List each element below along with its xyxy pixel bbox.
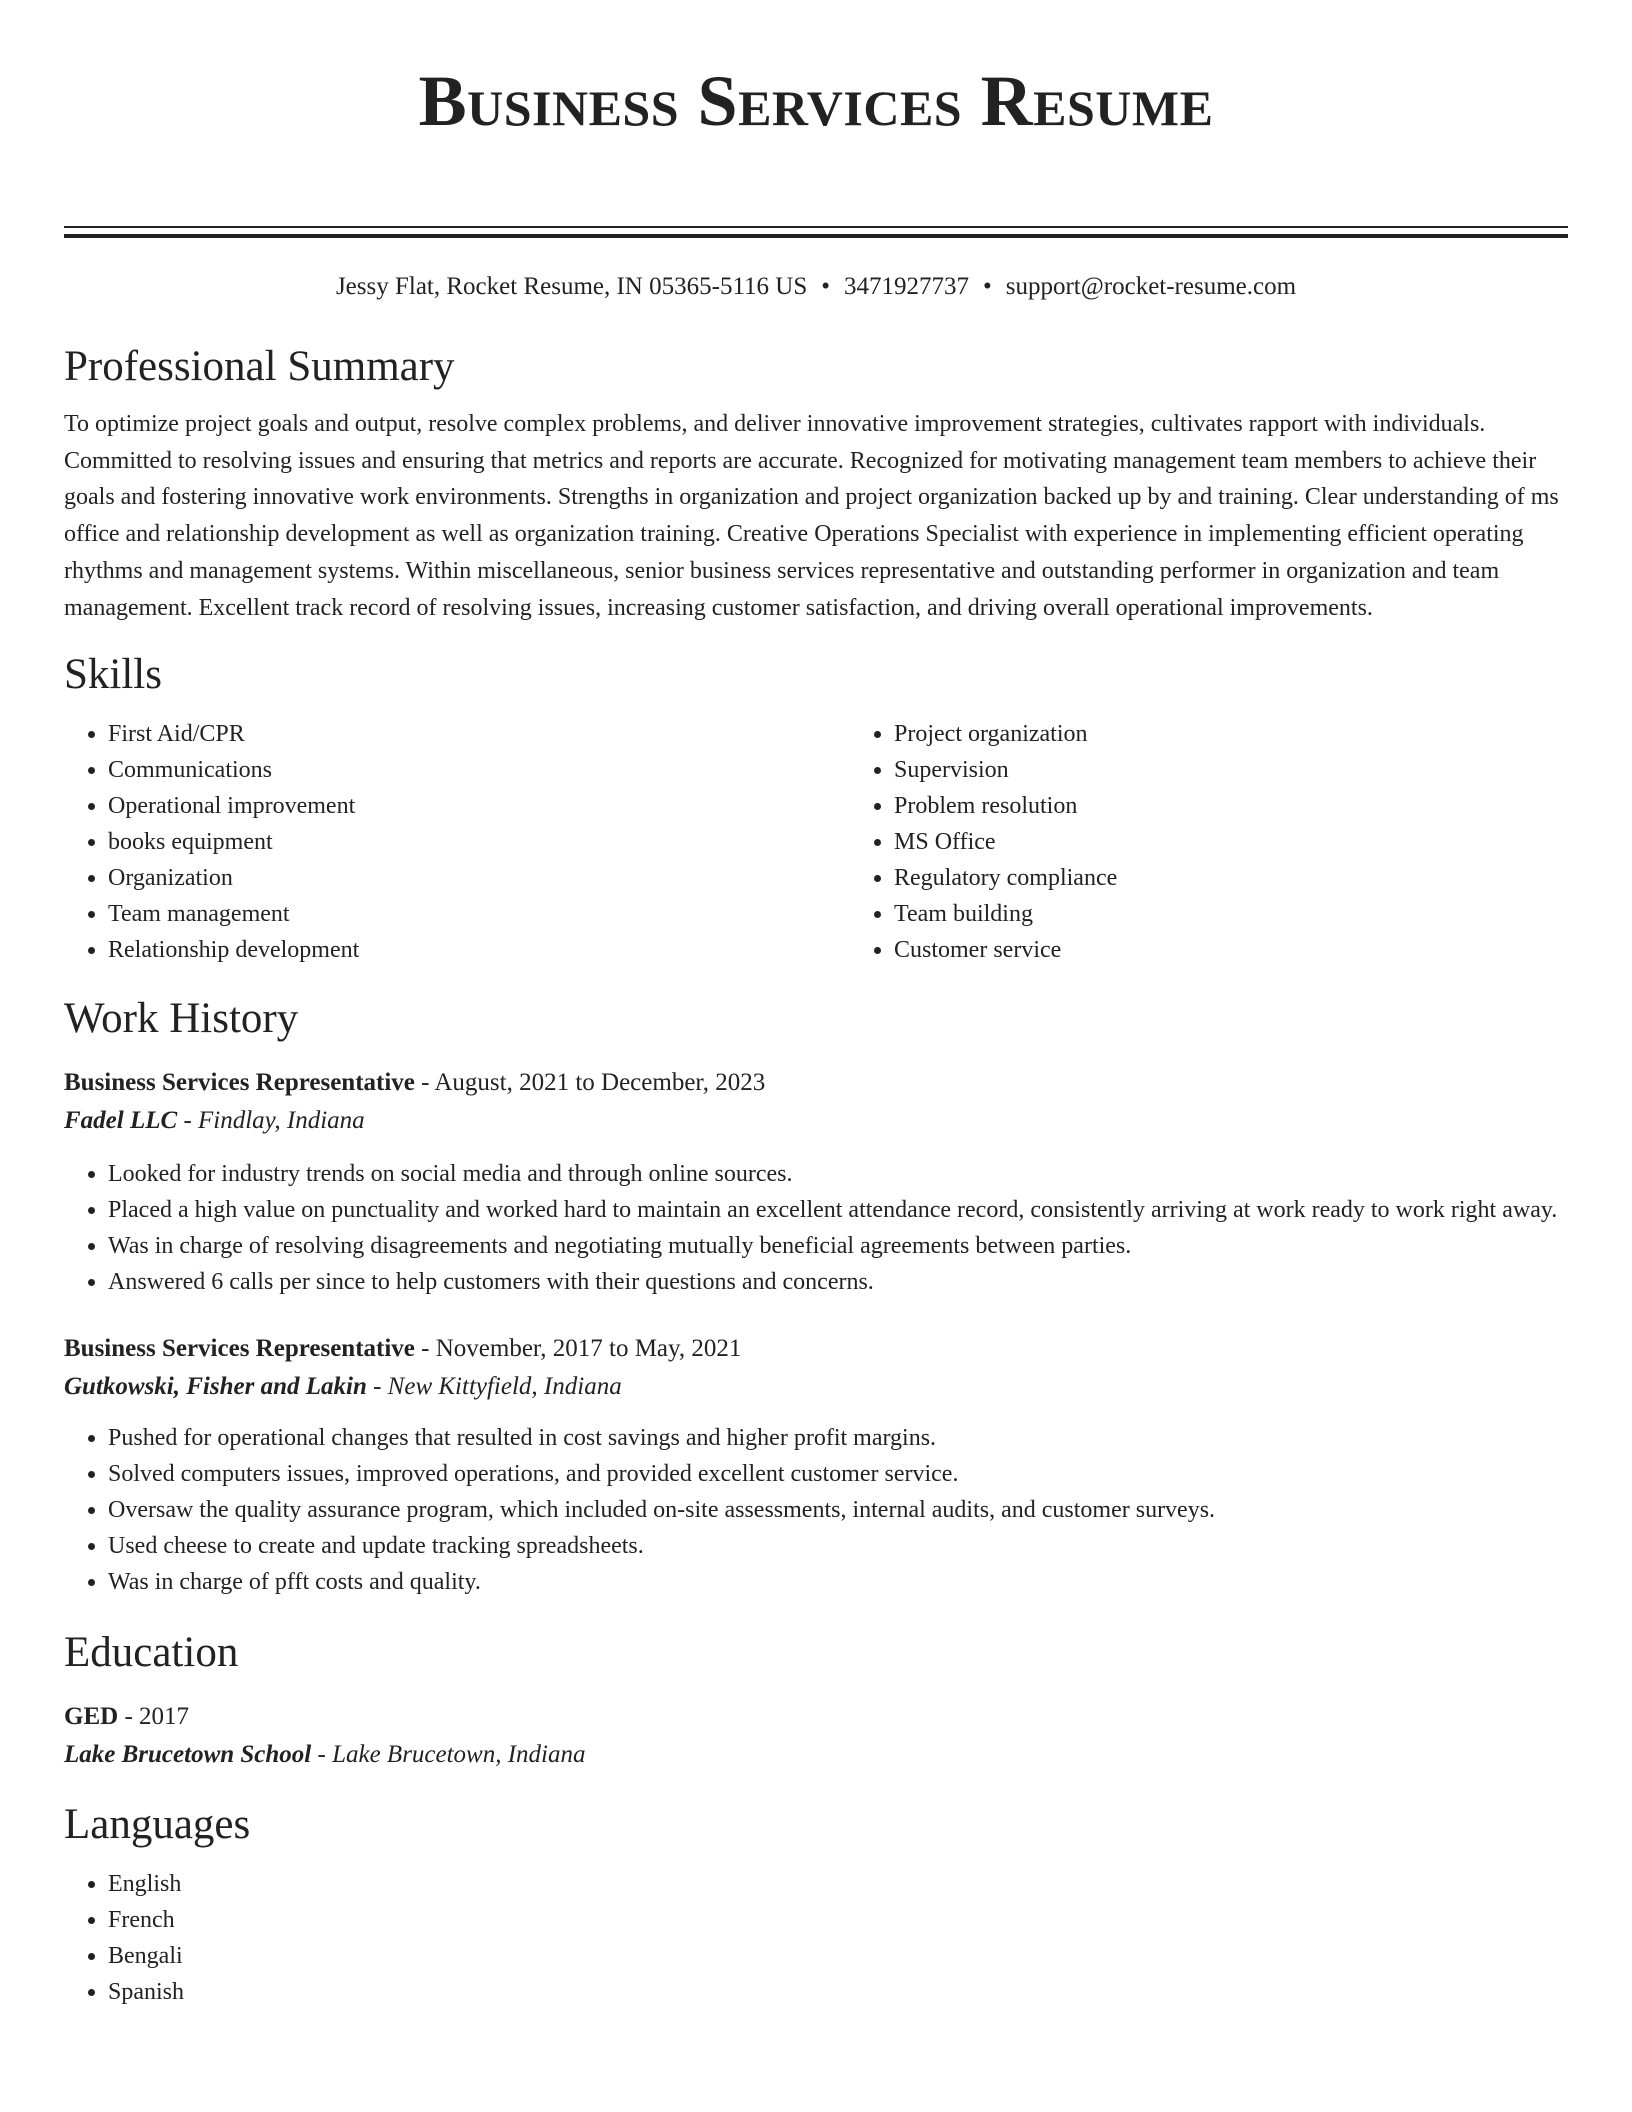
company-name: Fadel LLC (64, 1107, 178, 1135)
skill-item: • Relationship development (108, 932, 850, 968)
language-item: • Bengali (108, 1938, 1568, 1974)
job-title: Business Services Representative (64, 1069, 415, 1097)
contact-email: support@rocket-resume.com (1005, 273, 1297, 300)
skills-list-left (64, 716, 850, 968)
job-bullet: • Oversaw the quality assurance program, which included on-site assessments, internal audits, and customer surveys. (108, 1492, 1568, 1528)
skill-item: • Team management (108, 896, 850, 932)
job-bullets (64, 1156, 1568, 1300)
education-entry (64, 1698, 1568, 1774)
work-heading: Work History (64, 995, 299, 1043)
skill-item: • Regulatory compliance (894, 860, 1632, 896)
skill-item: • Problem resolution (894, 788, 1632, 824)
degree-line (64, 1698, 1568, 1736)
skill-item: • Team building (894, 896, 1632, 932)
skill-item: • Project organization (894, 716, 1632, 752)
summary-heading: Professional Summary (64, 343, 455, 390)
degree-year: - 2017 (118, 1703, 190, 1731)
title-rule-thick (64, 234, 1568, 238)
contact-separator: • (821, 273, 830, 300)
skill-item: • First Aid/CPR (108, 716, 850, 752)
skill-item: • Organization (108, 860, 850, 896)
job-bullet: • Was in charge of pfft costs and quality. (108, 1564, 1568, 1600)
job-title: Business Services Representative (64, 1335, 415, 1363)
company-line (64, 1102, 1568, 1140)
skill-item: • books equipment (108, 824, 850, 860)
job-dates: - August, 2021 to December, 2023 (414, 1069, 766, 1097)
title-rule-thin (64, 226, 1568, 228)
skills-columns (64, 716, 1568, 968)
school-name: Lake Brucetown School (64, 1741, 312, 1769)
contact-separator: • (982, 273, 992, 300)
language-item: • French (108, 1902, 1568, 1938)
school-line (64, 1736, 1568, 1774)
skill-item: • Supervision (894, 752, 1632, 788)
job-title-line (64, 1330, 1568, 1368)
job-entry (64, 1330, 1568, 1600)
skills-list-right (850, 716, 1632, 968)
languages-heading: Languages (64, 1801, 251, 1849)
contact-line (64, 272, 1568, 302)
language-item: • English (108, 1866, 1568, 1902)
skill-item: • Customer service (894, 932, 1632, 968)
degree: GED (64, 1703, 119, 1731)
summary-text: To optimize project goals and output, resolve complex problems, and deliver innovative improvement strategies, cultivates rapport with individuals. Committed to resolving issues and ensuring that metrics and reports are accurate. Recognized for motivating management team members to achieve their goals and fostering innovative work environments. Strengths in organization and project organization backed up by and training. Clear understanding of ms office and relationship development as well as organization training. Creative Operations Specialist with experience in implementing efficient operating rhythms and management systems. Within miscellaneous, senior business services representative and outstanding performer in organization and team management. Excellent track record of resolving issues, increasing customer satisfaction, and driving overall operational improvements. (64, 411, 1559, 621)
job-bullet: • Pushed for operational changes that resulted in cost savings and higher profit margins. (108, 1420, 1568, 1456)
job-bullets (64, 1420, 1568, 1600)
contact-phone: 3471927737 (843, 273, 969, 300)
languages-list (64, 1866, 1568, 2010)
job-bullet: • Placed a high value on punctuality and worked hard to maintain an excellent attendance record, consistently arriving at work ready to work right away. (108, 1192, 1568, 1228)
company-location: - New Kittyfield, Indiana (366, 1373, 622, 1401)
company-line (64, 1368, 1568, 1406)
company-location: - Findlay, Indiana (177, 1107, 365, 1135)
job-entry (64, 1064, 1568, 1300)
skill-item: • MS Office (894, 824, 1632, 860)
language-item: • Spanish (108, 1974, 1568, 2010)
job-bullet: • Answered 6 calls per since to help customers with their questions and concerns. (108, 1264, 1568, 1300)
job-bullet: • Looked for industry trends on social media and through online sources. (108, 1156, 1568, 1192)
skill-item: • Operational improvement (108, 788, 850, 824)
contact-address: Jessy Flat, Rocket Resume, IN 05365-5116 US (335, 273, 808, 300)
school-location: - Lake Brucetown, Indiana (311, 1741, 586, 1769)
job-bullet: • Used cheese to create and update tracking spreadsheets. (108, 1528, 1568, 1564)
company-name: Gutkowski, Fisher and Lakin (64, 1373, 367, 1401)
resume-title: Business Services Resume (418, 61, 1214, 141)
skill-item: • Communications (108, 752, 850, 788)
job-bullet: • Solved computers issues, improved operations, and provided excellent customer service. (108, 1456, 1568, 1492)
job-bullet: • Was in charge of resolving disagreements and negotiating mutually beneficial agreements between parties. (108, 1228, 1568, 1264)
skills-heading: Skills (64, 651, 162, 699)
education-heading: Education (64, 1629, 239, 1677)
job-title-line (64, 1064, 1568, 1102)
job-dates: - November, 2017 to May, 2021 (414, 1335, 742, 1363)
